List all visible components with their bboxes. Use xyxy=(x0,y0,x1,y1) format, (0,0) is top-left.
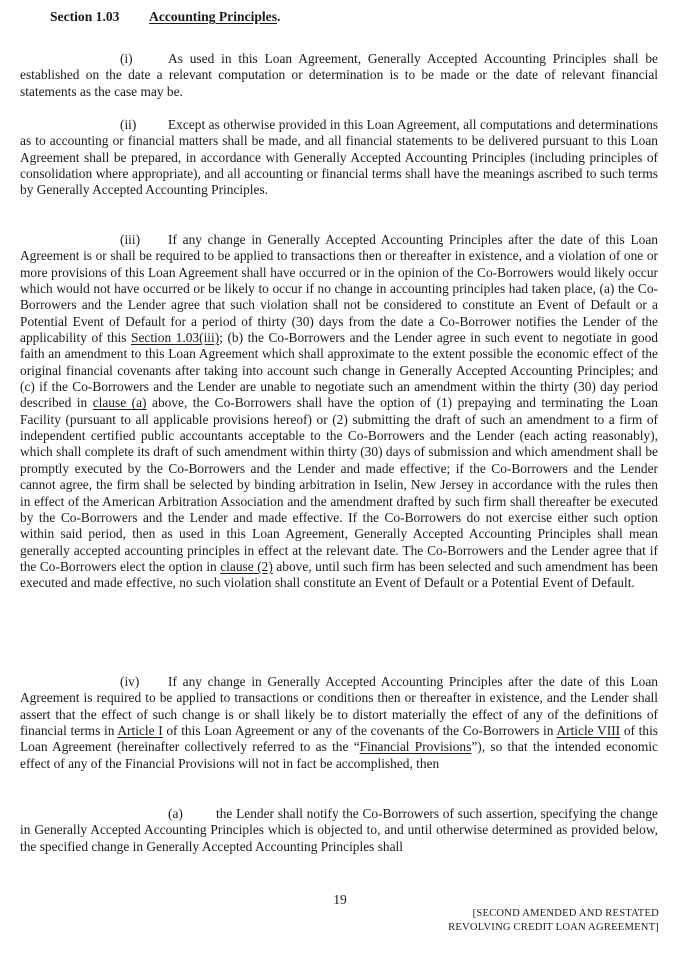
paragraph-text: above, the Co-Borrowers shall have the option of (1) prepaying and terminating the Loan Facility (pursuant to all applicable provisions hereof) or (2) submitting the draft of such an amendment to a firm of independent certified public accountants acceptable to the Co-Borrowers and the Lender (each acting reasonably), which shall complete its draft of such amendment within thirty (30) days of submission and which amendment shall be promptly executed by the Co-Borrowers and the Lender and made effective; if the Co-Borrowers and the Lender cannot agree, the firm shall be selected by binding arbitration in Iselin, New Jersey in accordance with the rules then in effect of the American Arbitration Association and the amendment drafted by such firm shall thereafter be executed by the Co-Borrowers and the Lender and made effective. If the Co-Borrowers do not exercise either such option within said period, then as used in this Loan Agreement, Generally Accepted Accounting Principles shall mean generally accepted accounting principles in effect at the relevant date. The Co-Borrowers and the Lender agree that if the Co-Borrowers elect the option in xyxy=(20,395,658,574)
section-title-period: . xyxy=(277,9,281,24)
paragraph-marker: (iv) xyxy=(120,674,140,689)
paragraph-marker: (i) xyxy=(120,51,133,66)
defined-term-link[interactable]: Financial Provisions xyxy=(359,739,472,755)
section-number: Section 1.03 xyxy=(50,9,120,24)
paragraph-text: If any change in Generally Accepted Accounting Principles after the date of this Loan Agreement is required to be applied to transactions or conditions then or thereafter in existence, and the Lender shall assert that the effect of such change is or shall likely be to distort materially the effect of any of the definitions of financial terms in xyxy=(20,674,658,739)
paragraph-ii xyxy=(20,117,658,199)
section-heading xyxy=(50,9,280,25)
paragraph-marker: (a) xyxy=(168,806,183,821)
paragraph-text: of this Loan Agreement or any of the covenants of the Co-Borrowers in xyxy=(162,723,557,739)
paragraph-iii xyxy=(20,232,658,592)
paragraph-text: above, until such firm has been selected and such amendment has been executed and made effective, no such violation shall constitute an Event of Default or a Potential Event of Default. xyxy=(20,558,658,591)
cross-reference-link[interactable]: clause (2) xyxy=(220,558,273,574)
paragraph-i xyxy=(20,51,658,100)
paragraph-marker: (ii) xyxy=(120,117,137,132)
cross-reference-link[interactable]: Article I xyxy=(117,723,163,739)
paragraph-marker: (iii) xyxy=(120,232,141,247)
section-title: Accounting Principles xyxy=(149,9,278,24)
cross-reference-link[interactable]: Section 1.03(iii) xyxy=(131,330,220,346)
cross-reference-link[interactable]: clause (a) xyxy=(92,395,147,411)
paragraph-iv xyxy=(20,674,658,772)
paragraph-text: ”), so that the intended economic effect of any of the Financial Provisions will not in fact be accomplished, then xyxy=(20,739,658,771)
paragraph-text: of this Loan Agreement (hereinafter collectively referred to as the “ xyxy=(20,723,659,755)
paragraph-text: ; (b) the Co-Borrowers and the Lender agree in such event to negotiate in good faith an amendment to this Loan Agreement which shall approximate to the extent possible the economic effect of the original financial covenants after taking into account such change in Generally Accepted Accounting Principles; and (c) if the Co-Borrowers and the Lender are unable to negotiate such an amendment within the thirty (30) day period described in xyxy=(20,330,658,411)
paragraph-text: If any change in Generally Accepted Accounting Principles after the date of this Loan Agreement is or shall be required to be applied to transactions then or thereafter in existence, and a violation of one or more provisions of this Loan Agreement shall have occurred or in the opinion of the Co-Borrowers would likely occur which would not have occurred or be likely to occur if no change in accounting principles had taken place, (a) the Co-Borrowers and the Lender agree that such violation shall not be considered to constitute an Event of Default or a Potential Event of Default for a period of thirty (30) days from the date a Co-Borrower notifies the Lender of the applicability of this xyxy=(20,232,658,346)
page-number: 19 xyxy=(333,892,347,907)
paragraph-text: As used in this Loan Agreement, Generally Accepted Accounting Principles shall be established on the date a relevant computation or determination is to be made or the date of relevant financial statements as the case may be. xyxy=(20,51,658,99)
paragraph-a xyxy=(20,806,658,855)
document-footer xyxy=(448,907,659,935)
footer-line: [SECOND AMENDED AND RESTATED xyxy=(472,908,659,919)
cross-reference-link[interactable]: Article VIII xyxy=(556,723,621,739)
paragraph-text: the Lender shall notify the Co-Borrowers of such assertion, specifying the change in Generally Accepted Accounting Principles which is objected to, and until otherwise determined as provided below, the specified change in Generally Accepted Accounting Principles shall xyxy=(20,806,658,854)
paragraph-text: Except as otherwise provided in this Loan Agreement, all computations and determinations as to accounting or financial matters shall be made, and all financial statements to be delivered pursuant to this Loan Agreement shall be prepared, in accordance with Generally Accepted Accounting Principles (including principles of consolidation where appropriate), and all accounting or financial terms shall have the meanings ascribed to such terms by Generally Accepted Accounting Principles. xyxy=(20,117,658,198)
footer-line: REVOLVING CREDIT LOAN AGREEMENT] xyxy=(448,922,659,933)
